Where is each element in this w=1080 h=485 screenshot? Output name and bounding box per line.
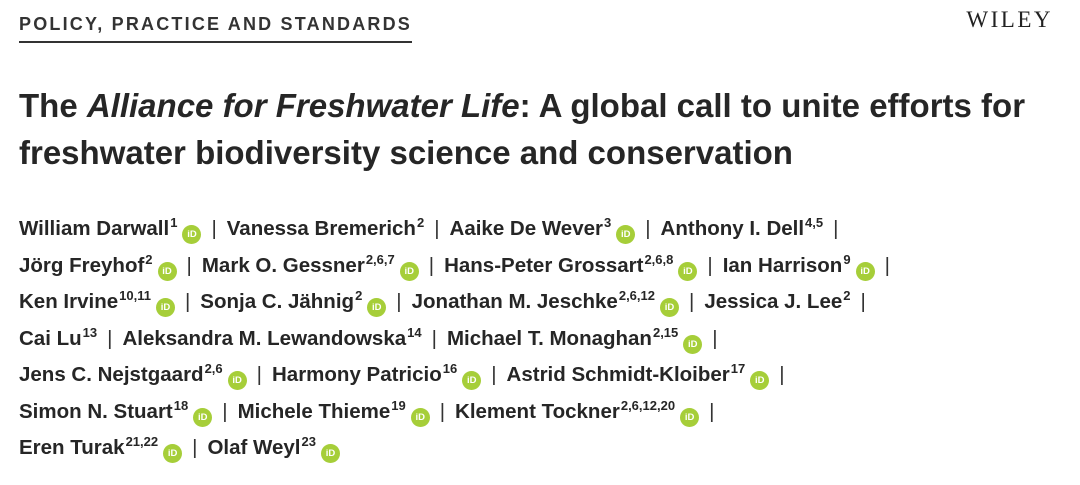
author-name: Jörg Freyhof <box>19 253 145 277</box>
author-affiliation: 2 <box>145 251 153 267</box>
author-separator: | <box>107 326 113 350</box>
author-name: Michael T. Monaghan <box>446 326 652 350</box>
author-separator: | <box>192 436 198 459</box>
author-name: Astrid Schmidt-Kloiber <box>506 363 730 386</box>
author-affiliation: 2,6,8 <box>644 251 674 267</box>
author-separator: | <box>712 326 718 350</box>
author-affiliation: 1 <box>170 215 178 230</box>
author-line <box>19 357 1069 394</box>
author-separator: | <box>431 326 437 350</box>
author-separator: | <box>184 290 191 313</box>
orcid-icon[interactable]: iD <box>680 408 699 427</box>
author-list <box>19 211 1069 467</box>
author-affiliation: 3 <box>603 215 612 230</box>
orcid-icon[interactable]: iD <box>163 444 182 463</box>
author-name: Ian Harrison <box>722 253 843 277</box>
author-separator: | <box>211 217 217 240</box>
author-separator: | <box>491 363 497 386</box>
author-separator: | <box>833 217 839 240</box>
author[interactable] <box>19 363 247 386</box>
author[interactable] <box>19 324 98 350</box>
author[interactable] <box>507 363 770 386</box>
author-affiliation: 2 <box>843 288 851 303</box>
author-separator: | <box>689 290 695 313</box>
author[interactable] <box>19 290 175 313</box>
author-name: Vanessa Bremerich <box>226 217 416 240</box>
author[interactable] <box>19 436 182 459</box>
author-affiliation: 2,15 <box>652 324 679 340</box>
author-affiliation: 10,11 <box>119 288 151 303</box>
author[interactable] <box>201 251 419 277</box>
author[interactable] <box>19 397 212 423</box>
title-rest: : A global call to unite efforts for freshwater biodiversity science and conservation <box>19 87 1026 171</box>
author[interactable] <box>661 217 824 240</box>
article-title <box>19 82 1069 176</box>
author-name: Jessica J. Lee <box>704 290 843 313</box>
author-name: Olaf Weyl <box>207 436 301 459</box>
author-separator: | <box>256 363 262 386</box>
author-name: Hans-Peter Grossart <box>444 253 644 277</box>
author[interactable] <box>19 217 201 240</box>
author[interactable] <box>207 436 340 459</box>
author-name: Aaike De Wever <box>449 217 603 240</box>
orcid-icon[interactable]: iD <box>462 371 481 390</box>
orcid-icon[interactable]: iD <box>683 335 702 354</box>
author-separator: | <box>186 253 192 277</box>
author-affiliation: 2 <box>416 215 425 230</box>
author[interactable] <box>272 363 481 386</box>
author-separator: | <box>779 363 785 386</box>
orcid-icon[interactable]: iD <box>182 225 201 244</box>
author-separator: | <box>860 290 866 313</box>
orcid-icon[interactable]: iD <box>616 225 635 244</box>
author-separator: | <box>428 253 435 277</box>
author-name: Anthony I. Dell <box>660 217 805 240</box>
title-prefix: The <box>19 87 87 124</box>
author[interactable] <box>446 324 702 350</box>
author-name: Michele Thieme <box>237 399 391 423</box>
orcid-icon[interactable]: iD <box>660 298 679 317</box>
author-affiliation: 17 <box>730 361 746 376</box>
author-line <box>19 430 1069 467</box>
orcid-icon[interactable]: iD <box>158 262 177 281</box>
author[interactable] <box>412 290 679 313</box>
author-affiliation: 2 <box>355 288 363 303</box>
author[interactable] <box>450 217 636 240</box>
orcid-icon[interactable]: iD <box>856 262 875 281</box>
author-name: Eren Turak <box>19 436 125 459</box>
author-name: Cai Lu <box>19 326 82 350</box>
orcid-icon[interactable]: iD <box>321 444 340 463</box>
author-affiliation: 13 <box>82 324 98 340</box>
author-name: William Darwall <box>19 217 170 240</box>
author-name: Harmony Patricio <box>271 363 442 386</box>
author-name: Klement Tockner <box>455 399 620 423</box>
author-affiliation: 23 <box>301 434 316 449</box>
author[interactable] <box>122 324 422 350</box>
author-name: Jens C. Nejstgaard <box>19 363 204 386</box>
author-name: Sonja C. Jähnig <box>200 290 355 313</box>
author-separator: | <box>709 399 715 423</box>
author-affiliation: 2,6,12,20 <box>620 397 676 413</box>
author[interactable] <box>704 290 850 313</box>
author[interactable] <box>19 251 177 277</box>
author[interactable] <box>455 397 699 423</box>
publisher-logo: WILEY <box>966 7 1053 32</box>
author-name: Jonathan M. Jeschke <box>411 290 618 313</box>
orcid-icon[interactable]: iD <box>156 298 175 317</box>
author-line <box>19 321 1069 358</box>
author-name: Ken Irvine <box>19 290 119 313</box>
orcid-icon[interactable]: iD <box>367 298 386 317</box>
author-affiliation: 4,5 <box>805 215 824 230</box>
author-separator: | <box>707 253 713 277</box>
author-separator: | <box>884 253 890 277</box>
orcid-icon[interactable]: iD <box>193 408 212 427</box>
author[interactable] <box>227 217 424 240</box>
author-affiliation: 18 <box>173 397 189 413</box>
author-affiliation: 9 <box>843 251 851 267</box>
title-italic: Alliance for Freshwater Life <box>86 87 520 124</box>
author-separator: | <box>222 399 228 423</box>
author-line <box>19 284 1069 321</box>
author-affiliation: 19 <box>391 397 406 413</box>
author-affiliation: 21,22 <box>125 434 159 449</box>
author-name: Mark O. Gessner <box>201 253 365 277</box>
orcid-icon[interactable]: iD <box>411 408 430 427</box>
author-separator: | <box>434 217 440 240</box>
author[interactable] <box>237 397 430 423</box>
author[interactable] <box>200 290 386 313</box>
author-affiliation: 2,6,12 <box>618 288 655 303</box>
author-line <box>19 211 1069 248</box>
author-line <box>19 248 1069 285</box>
author-affiliation: 16 <box>442 361 458 376</box>
orcid-icon[interactable]: iD <box>228 371 247 390</box>
author-separator: | <box>439 399 446 423</box>
section-label: POLICY, PRACTICE AND STANDARDS <box>19 14 412 43</box>
author-line <box>19 394 1069 431</box>
author-separator: | <box>645 217 651 240</box>
author-affiliation: 2,6 <box>204 361 223 376</box>
author-affiliation: 14 <box>407 324 422 340</box>
author[interactable] <box>444 251 697 277</box>
orcid-icon[interactable]: iD <box>750 371 769 390</box>
author-name: Aleksandra M. Lewandowska <box>122 326 407 350</box>
orcid-icon[interactable]: iD <box>400 262 419 281</box>
author-separator: | <box>396 290 402 313</box>
author-name: Simon N. Stuart <box>19 399 173 423</box>
author[interactable] <box>722 251 875 277</box>
orcid-icon[interactable]: iD <box>678 262 697 281</box>
author-affiliation: 2,6,7 <box>365 251 395 267</box>
